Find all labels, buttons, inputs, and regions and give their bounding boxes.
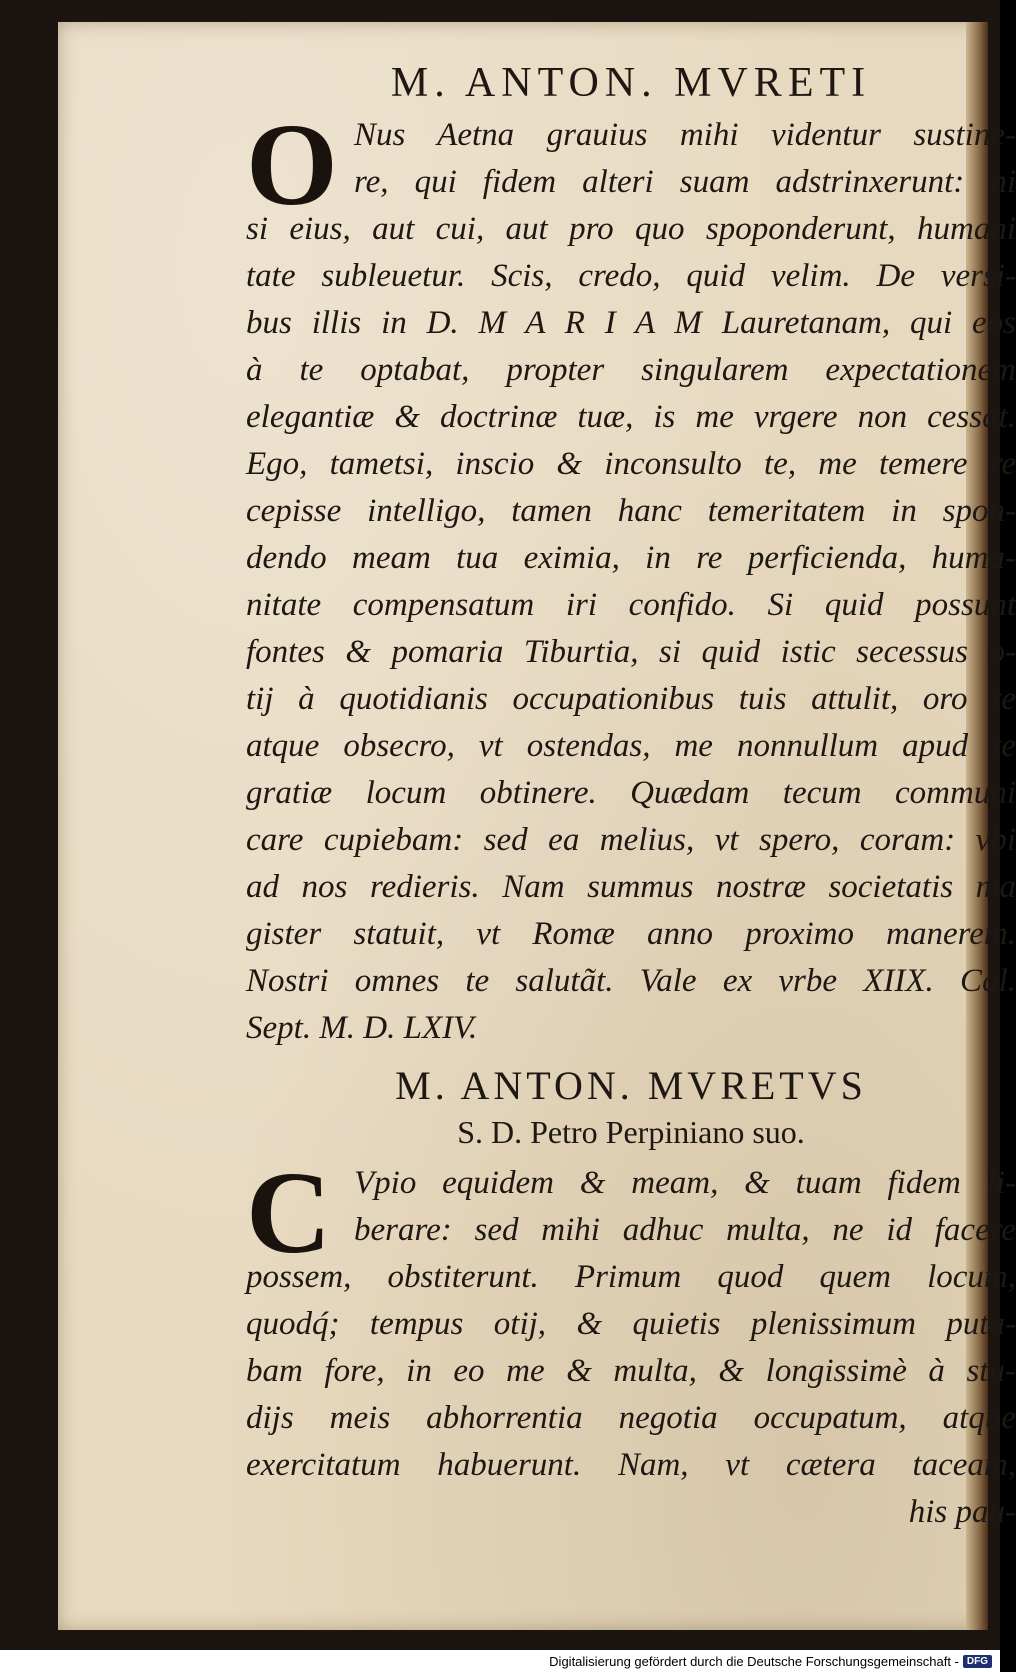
letter-1-line: à te optabat, propter singularem expectationem (246, 352, 1016, 388)
letter-1-date-line: Sept. M. D. LXIV. (246, 1010, 478, 1046)
page-text (246, 62, 1016, 1536)
letter-1-line: Ego, tametsi, inscio & inconsulto te, me temere re (246, 446, 1016, 482)
drop-cap-c: C (246, 1147, 332, 1278)
letter-1 (246, 99, 1016, 1052)
letter-2-line: bam fore, in eo me & multa, & longissimè à stu- (246, 1353, 1016, 1389)
letter-1-line: dendo meam tua eximia, in re perficienda, huma- (246, 540, 1016, 576)
letter-2-recipient-heading: S. D. Petro Perpiniano suo. (457, 1114, 805, 1150)
footer-credit-text: Digitalisierung gefördert durch die Deutsche Forschungsgemeinschaft - (549, 1653, 959, 1669)
book-page (58, 22, 1016, 1630)
letter-1-line: si eius, aut cui, aut pro quo spoponderunt, humani (246, 211, 1016, 247)
letter-1-line: cepisse intelligo, tamen hanc temeritatem in spon- (246, 493, 1016, 529)
letter-2-line: dijs meis abhorrentia negotia occupatum, atque (246, 1400, 1016, 1436)
dfg-logo: DFG (963, 1655, 992, 1668)
letter-1-line: bus illis in D. M A R I A M Lauretanam, qui eos (246, 305, 1016, 341)
letter-1-line: atque obsecro, vt ostendas, me nonnullum apud te (246, 728, 1016, 764)
letter-1-line: nitate compensatum iri confido. Si quid possunt (246, 587, 1016, 623)
letter-2-line: berare: sed mihi adhuc multa, ne id facere (354, 1212, 1016, 1248)
letter-1-line: re, qui fidem alteri suam adstrinxerunt: ni (354, 164, 1016, 200)
letter-1-line: elegantiæ & doctrinæ tuæ, is me vrgere non cessat. (246, 399, 1016, 435)
letter-2-author-heading: M. ANTON. MVRETVS (395, 1063, 867, 1108)
letter-1-line: gratiæ locum obtinere. Quædam tecum communi (246, 775, 1016, 811)
letter-1-line: care cupiebam: sed ea melius, vt spero, coram: vbi (246, 822, 1016, 858)
letter-2-line: quodq́; tempus otij, & quietis plenissimum puta- (246, 1306, 1016, 1342)
letter-1-line: Nostri omnes te salutãt. Vale ex vrbe XIIX. Cal. (246, 963, 1016, 999)
drop-cap-o: O (246, 99, 338, 230)
letter-2 (246, 1147, 1016, 1536)
catchword: his pau- (908, 1494, 1016, 1530)
letter-1-line: gister statuit, vt Romæ anno proximo manerem. (246, 916, 1016, 952)
running-head: M. ANTON. MVRETI (390, 60, 872, 106)
letter-2-line: exercitatum habuerunt. Nam, vt cætera taceam, (246, 1447, 1016, 1483)
letter-1-line: tate subleuetur. Scis, credo, quid velim. De versi- (246, 258, 1016, 294)
letter-2-line: possem, obstiterunt. Primum quod quem locum, (246, 1259, 1016, 1295)
letter-1-line: tij à quotidianis occupationibus tuis attulit, oro te (246, 681, 1016, 717)
letter-1-line: fontes & pomaria Tiburtia, si quid istic secessus o- (246, 634, 1016, 670)
letter-1-line: Nus Aetna grauius mihi videntur sustine- (354, 117, 1016, 153)
letter-2-line: Vpio equidem & meam, & tuam fidem li- (354, 1165, 1016, 1201)
footer-bar (0, 1650, 1000, 1672)
letter-1-line: ad nos redieris. Nam summus nostræ societatis ma (246, 869, 1016, 905)
